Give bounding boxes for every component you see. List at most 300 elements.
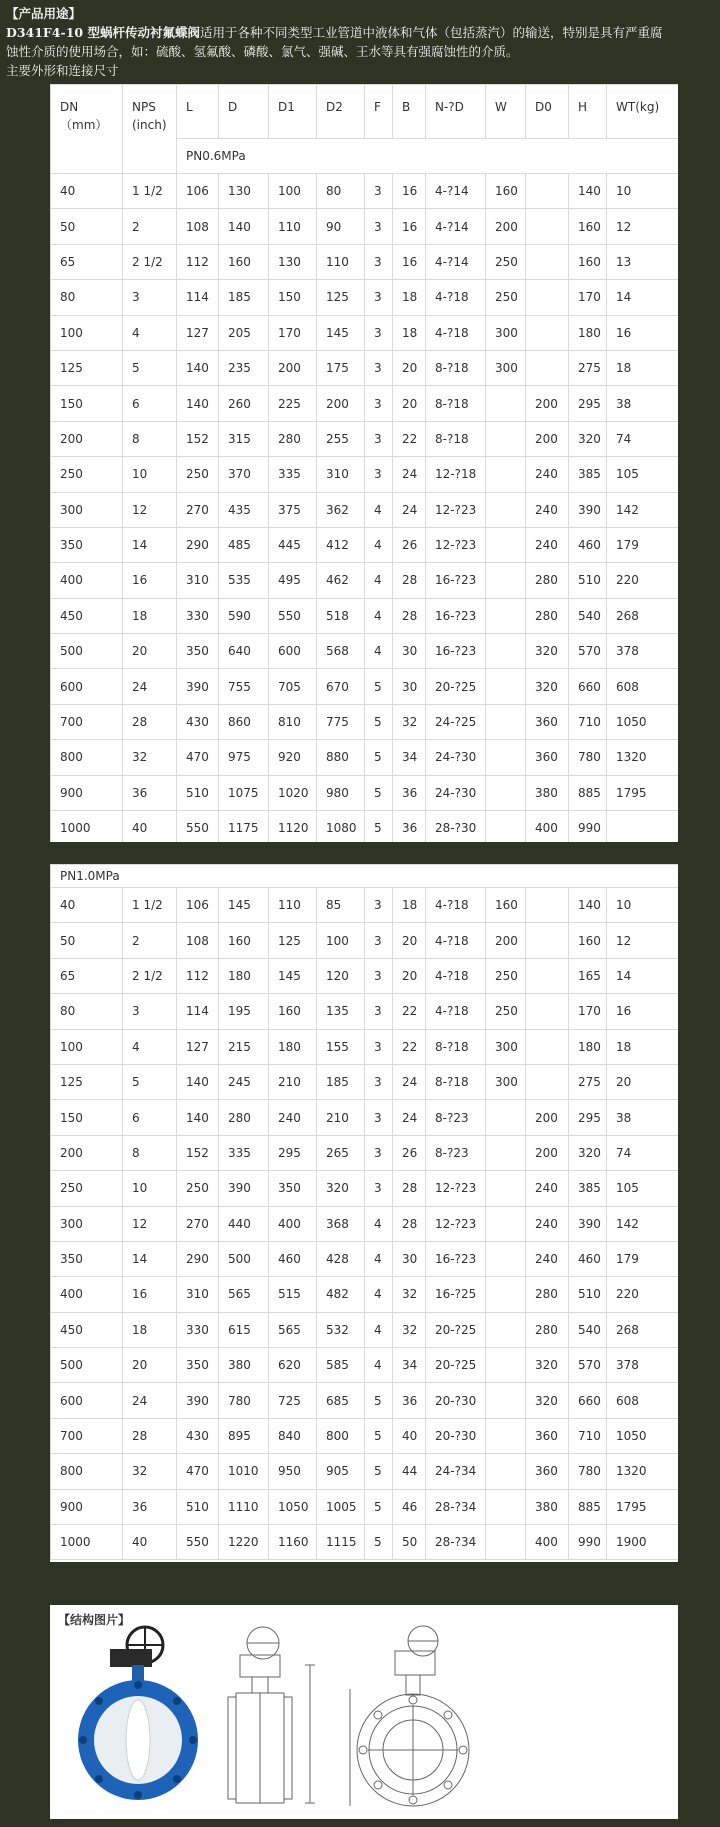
table-cell: 540 [569,1312,607,1347]
table-cell: 1220 [219,1525,269,1560]
table-cell: 400 [51,1277,123,1312]
table-cell [486,740,526,775]
table-cell: 5 [123,1064,177,1099]
table-cell: 608 [607,1383,679,1418]
table-cell: 1010 [219,1454,269,1489]
table-cell: 2 1/2 [123,958,177,993]
table-cell: 240 [526,492,569,527]
table-cell: 330 [177,1312,219,1347]
table-cell: 2 [123,209,177,244]
table-cell: 330 [177,598,219,633]
table-cell: 18 [393,888,426,923]
table-cell: 16 [123,563,177,598]
table-cell: 106 [177,888,219,923]
table-cell: 12 [607,923,679,958]
table-cell: 4 [365,1241,393,1276]
table-cell: 120 [317,958,365,993]
table-cell: 65 [51,958,123,993]
table-cell: 250 [51,457,123,492]
table-cell: 570 [569,634,607,669]
table-cell: 127 [177,1029,219,1064]
table-cell: 200 [486,209,526,244]
table-cell: 470 [177,740,219,775]
table-cell: 220 [607,1277,679,1312]
table-cell: 250 [51,1171,123,1206]
table-cell: 220 [607,563,679,598]
table-cell: 280 [219,1100,269,1135]
table-cell: 28 [393,1171,426,1206]
table-cell: 385 [569,457,607,492]
table-cell: 3 [365,1064,393,1099]
table-cell: 535 [219,563,269,598]
table-cell: 290 [177,1241,219,1276]
table-cell: 26 [393,527,426,562]
table-cell: 20 [393,386,426,421]
table-cell: 3 [365,209,393,244]
table-cell: 385 [569,1171,607,1206]
table-cell: 5 [365,1418,393,1453]
table-cell: 360 [526,1454,569,1489]
header-dn: DN （mm） [51,85,123,174]
table-cell: 170 [569,994,607,1029]
intro-line-3: 主要外形和连接尺寸 [6,63,119,78]
table-cell: 4 [365,1348,393,1383]
table-cell: 24-?30 [426,740,486,775]
table-cell: 565 [269,1312,317,1347]
table-cell: 6 [123,1100,177,1135]
table-cell: 180 [569,315,607,350]
table-cell: 885 [569,1489,607,1524]
table-row [51,174,679,209]
table-cell: 200 [526,421,569,456]
table-cell: 200 [51,421,123,456]
table-cell: 24 [393,492,426,527]
table-cell: 13 [607,244,679,279]
table-cell: 6 [123,386,177,421]
table-cell [486,598,526,633]
table-cell: 20 [393,923,426,958]
table-cell: 16 [393,244,426,279]
table-cell: 100 [317,923,365,958]
table-row [51,958,679,993]
table-cell: 775 [317,704,365,739]
table-row [51,350,679,385]
table-cell: 3 [365,457,393,492]
table-cell: 920 [269,740,317,775]
table-cell: 310 [177,1277,219,1312]
table-cell: 362 [317,492,365,527]
table-cell: 4 [365,492,393,527]
table-cell: 300 [51,492,123,527]
table-cell: 320 [526,1383,569,1418]
table-cell [486,1489,526,1524]
table-cell: 755 [219,669,269,704]
table-cell [526,244,569,279]
table-cell [486,775,526,810]
table-cell: 16 [123,1277,177,1312]
table-cell: 240 [526,1171,569,1206]
spec-table-pn10 [50,864,678,1562]
table-cell: 14 [607,958,679,993]
section-heading: 【产品用途】 [6,6,82,21]
table-cell: 85 [317,888,365,923]
table-cell: 4 [123,315,177,350]
table-cell: 5 [365,811,393,842]
table-cell: 3 [365,923,393,958]
table-cell: 240 [526,457,569,492]
table-cell: 235 [219,350,269,385]
table-cell: 28 [123,1418,177,1453]
table-cell [486,1312,526,1347]
table-cell: 90 [317,209,365,244]
table-cell: 18 [393,280,426,315]
table-cell: 200 [526,1135,569,1170]
table-cell: 20 [123,1348,177,1383]
table-row [51,527,679,562]
header-cell: F [365,85,393,139]
table-cell: 600 [269,634,317,669]
table-cell: 32 [393,1312,426,1347]
table-cell: 250 [486,280,526,315]
table-cell: 10 [123,457,177,492]
table-cell: 360 [526,704,569,739]
table-cell: 800 [317,1418,365,1453]
table-cell: 1050 [607,1418,679,1453]
table-cell: 2 [123,923,177,958]
table-cell: 200 [269,350,317,385]
table-cell: 36 [393,1383,426,1418]
table-cell: 250 [177,457,219,492]
table-cell: 16 [393,174,426,209]
table-row [51,1348,679,1383]
table-cell: 145 [269,958,317,993]
table-cell: 510 [569,563,607,598]
table-cell: 4-?18 [426,923,486,958]
table-cell: 368 [317,1206,365,1241]
table-cell: 400 [51,563,123,598]
table-cell: 142 [607,492,679,527]
table-cell: 4 [365,1206,393,1241]
table-cell [486,421,526,456]
table-cell: 44 [393,1454,426,1489]
table-cell: 165 [569,958,607,993]
header-nps: NPS (inch) [123,85,177,174]
table-row [51,634,679,669]
table-cell: 495 [269,563,317,598]
table-row [51,280,679,315]
table-cell: 240 [526,1241,569,1276]
table-cell: 380 [526,775,569,810]
table-cell: 460 [569,1241,607,1276]
table-row [51,563,679,598]
table-cell: 160 [486,888,526,923]
table-cell: 1000 [51,811,123,842]
table-cell: 780 [569,740,607,775]
table-cell: 200 [51,1135,123,1170]
table-cell: 125 [51,350,123,385]
table-cell: 300 [51,1206,123,1241]
table-cell: 210 [317,1100,365,1135]
table-cell: 130 [219,174,269,209]
table-cell: 8-?18 [426,350,486,385]
table-cell: 140 [569,174,607,209]
table-cell: 200 [486,923,526,958]
table-row [51,1277,679,1312]
table-cell: 50 [51,923,123,958]
table-cell: 510 [569,1277,607,1312]
table-cell: 179 [607,527,679,562]
table-cell: 180 [269,1029,317,1064]
table-row [51,244,679,279]
table-cell: 160 [219,923,269,958]
table-cell: 74 [607,421,679,456]
table-cell [486,634,526,669]
table-cell: 3 [365,280,393,315]
table-cell: 462 [317,563,365,598]
table-cell: 430 [177,704,219,739]
table-cell: 320 [526,634,569,669]
table-cell [486,1135,526,1170]
table-cell: 435 [219,492,269,527]
table-cell: 140 [219,209,269,244]
table-cell: 16-?23 [426,563,486,598]
table-cell: 125 [317,280,365,315]
table-cell: 170 [269,315,317,350]
table-cell: 38 [607,1100,679,1135]
table-cell: 3 [123,994,177,1029]
table-cell: 10 [607,888,679,923]
table-cell: 485 [219,527,269,562]
table-cell: 1160 [269,1525,317,1560]
table-cell: 24-?25 [426,704,486,739]
table-cell: 22 [393,1029,426,1064]
table-cell: 1005 [317,1489,365,1524]
table-cell [526,958,569,993]
table-cell: 10 [123,1171,177,1206]
table-cell: 225 [269,386,317,421]
table-cell: 16 [393,209,426,244]
table-cell: 3 [365,958,393,993]
table-cell: 300 [486,1029,526,1064]
table-cell: 440 [219,1206,269,1241]
table-cell: 320 [569,421,607,456]
table-cell: 4 [123,1029,177,1064]
table-cell [486,492,526,527]
table-cell: 3 [123,280,177,315]
header-cell: WT(kg) [607,85,679,139]
table-row [51,1525,679,1560]
header-cell: N-?D [426,85,486,139]
table-row [51,1383,679,1418]
intro-line-2: 蚀性介质的使用场合，如：硫酸、氢氟酸、磷酸、氯气、强碱、王水等具有强腐蚀性的介质。 [6,44,519,59]
table-cell: 12-?23 [426,1171,486,1206]
table-cell: 335 [269,457,317,492]
table-row [51,598,679,633]
valve-side-view [228,1627,315,1803]
table-cell: 1795 [607,1489,679,1524]
table-cell: 900 [51,775,123,810]
table-cell: 32 [393,1277,426,1312]
table-cell: 12-?23 [426,492,486,527]
table-cell: 590 [219,598,269,633]
table-cell: 8-?18 [426,1029,486,1064]
table-cell: 140 [177,1100,219,1135]
table-cell: 160 [569,209,607,244]
table-cell: 5 [123,350,177,385]
table-row [51,704,679,739]
table-cell: 685 [317,1383,365,1418]
table-cell: 14 [123,1241,177,1276]
table-cell: 20 [607,1064,679,1099]
table-cell: 24 [393,1100,426,1135]
table-cell: 1115 [317,1525,365,1560]
table-cell: 142 [607,1206,679,1241]
table-cell: 260 [219,386,269,421]
table-cell: 390 [177,1383,219,1418]
table-cell: 500 [51,1348,123,1383]
table-cell: 18 [123,598,177,633]
table-cell [486,1454,526,1489]
table-cell: 24 [123,669,177,704]
table-cell: 110 [317,244,365,279]
table-cell: 300 [486,315,526,350]
table-cell: 990 [569,1525,607,1560]
table-cell: 108 [177,923,219,958]
table-cell: 4 [365,598,393,633]
table-cell [526,1064,569,1099]
table-cell: 112 [177,958,219,993]
table-cell: 65 [51,244,123,279]
table-cell: 16-?25 [426,1277,486,1312]
table-cell: 36 [123,775,177,810]
table-cell: 112 [177,244,219,279]
table-cell: 310 [177,563,219,598]
table-cell: 725 [269,1383,317,1418]
table-cell: 20 [393,350,426,385]
table-cell: 615 [219,1312,269,1347]
table-cell: 8-?18 [426,386,486,421]
table-cell: 34 [393,1348,426,1383]
table-cell: 130 [269,244,317,279]
table-row [51,1029,679,1064]
table-cell: 460 [269,1241,317,1276]
table-cell: 10 [607,174,679,209]
table-cell: 125 [51,1064,123,1099]
table-cell: 160 [269,994,317,1029]
table-cell: 12-?23 [426,527,486,562]
table-cell: 22 [393,994,426,1029]
table-cell: 532 [317,1312,365,1347]
table-cell: 310 [317,457,365,492]
table-cell: 3 [365,421,393,456]
table-cell: 8-?23 [426,1100,486,1135]
table-cell: 152 [177,1135,219,1170]
table-cell: 315 [219,421,269,456]
table-cell: 710 [569,704,607,739]
table-cell: 860 [219,704,269,739]
table-cell: 1175 [219,811,269,842]
table-cell: 3 [365,994,393,1029]
table-cell: 1900 [607,1525,679,1560]
table-cell [486,457,526,492]
table-cell: 152 [177,421,219,456]
table-cell: 28-?34 [426,1489,486,1524]
table-cell: 34 [393,740,426,775]
table-cell: 145 [219,888,269,923]
table-cell: 428 [317,1241,365,1276]
table-cell: 5 [365,1383,393,1418]
table-cell: 16-?23 [426,1241,486,1276]
table-cell: 108 [177,209,219,244]
table-cell: 18 [607,350,679,385]
table-cell: 518 [317,598,365,633]
table-cell: 640 [219,634,269,669]
table-cell: 412 [317,527,365,562]
table-cell [486,1171,526,1206]
table-cell: 185 [219,280,269,315]
table-cell: 4-?18 [426,888,486,923]
table-cell: 660 [569,669,607,704]
table-cell: 608 [607,669,679,704]
table-cell: 24-?30 [426,775,486,810]
table-cell: 16-?23 [426,598,486,633]
pressure-label: PN1.0MPa [51,865,679,888]
table-row [51,1135,679,1170]
table-cell: 12 [123,1206,177,1241]
table-cell: 510 [177,1489,219,1524]
table-cell: 4 [365,634,393,669]
header-cell: D2 [317,85,365,139]
table-row [51,421,679,456]
table-cell: 175 [317,350,365,385]
table-cell: 28 [393,598,426,633]
table-row [51,1171,679,1206]
table-cell: 905 [317,1454,365,1489]
table-cell: 2 1/2 [123,244,177,279]
product-model: D341F4-10 型蜗杆传动衬氟蝶阀 [6,25,200,40]
table-cell [486,563,526,598]
table-cell: 1320 [607,1454,679,1489]
structure-caption: 【结构图片】 [58,1613,131,1627]
table-row [51,669,679,704]
table-cell: 280 [526,1277,569,1312]
table-cell: 30 [393,1241,426,1276]
table-cell: 1110 [219,1489,269,1524]
table-cell: 28-?34 [426,1525,486,1560]
table-cell: 180 [219,958,269,993]
table-cell: 5 [365,669,393,704]
table-cell: 20 [393,958,426,993]
table-cell: 18 [607,1029,679,1064]
table-cell: 240 [526,1206,569,1241]
table-cell [486,1383,526,1418]
table-cell: 320 [317,1171,365,1206]
table-row [51,315,679,350]
table-cell: 5 [365,740,393,775]
table-cell [486,1418,526,1453]
table-cell: 140 [569,888,607,923]
table-cell: 5 [365,704,393,739]
table-cell: 114 [177,994,219,1029]
table-row [51,1206,679,1241]
table-cell: 240 [526,527,569,562]
table-cell: 4 [365,1277,393,1312]
table-cell: 16 [607,315,679,350]
table-row [51,492,679,527]
table-cell: 335 [219,1135,269,1170]
table-cell: 20-?25 [426,669,486,704]
table-cell: 810 [269,704,317,739]
